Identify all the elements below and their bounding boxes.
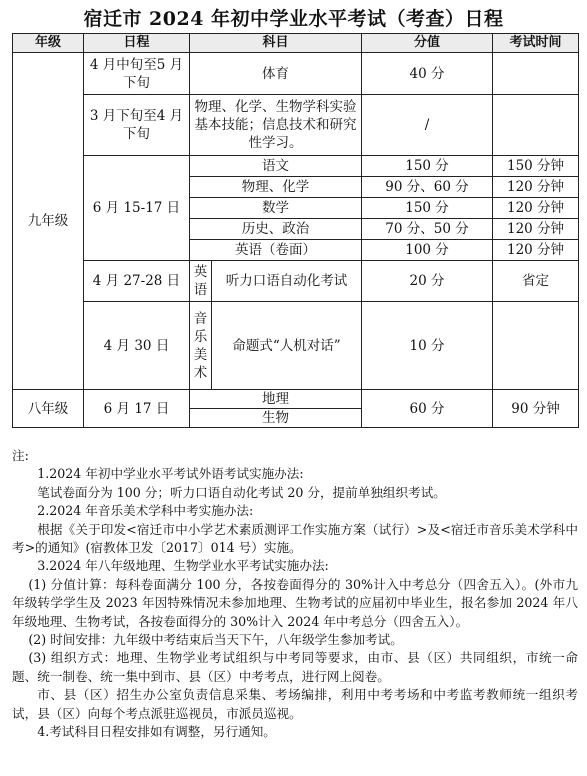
pe-subject-cell: 体育 [190,53,362,95]
table-header-row [13,34,579,53]
written-score-cell: 90 分、60 分 [362,177,493,198]
pe-date-cell: 4 月中旬至5 月下旬 [84,53,190,95]
note-2-title: 2.2024 年音乐美术学科中考实施办法: [37,503,254,519]
g8-score-cell: 60 分 [362,390,493,428]
art-subject-cell: 命题式“人机对话” [212,302,362,390]
written-subject-cell: 数学 [190,198,362,219]
oral-category-cell: 英 语 [190,261,212,302]
written-score-cell: 70 分、50 分 [362,219,493,240]
written-score-cell: 150 分 [362,198,493,219]
written-time-cell: 120 分钟 [493,198,579,219]
g8-subject-biology: 生物 [190,409,362,428]
written-score-cell: 100 分 [362,240,493,261]
table-row [13,156,579,177]
written-subject-cell: 语文 [190,156,362,177]
note-3-title: 3.2024 年八年级地理、生物学业水平考试实施办法: [37,558,329,574]
header-subject: 科目 [190,34,362,53]
oral-score-cell: 20 分 [362,261,493,302]
written-time-cell: 120 分钟 [493,240,579,261]
lab-date-cell: 3 月下旬至4 月下旬 [84,95,190,156]
oral-subject-cell: 听力口语自动化考试 [212,261,362,302]
header-date: 日程 [84,34,190,53]
table-row [13,390,579,409]
art-category-cell: 音 乐 美 术 [190,302,212,390]
pe-time-cell [493,53,579,95]
table-row [13,95,579,156]
note-2-body: 根据《关于印发<宿迁市中小学艺术素质测评工作实施方案（试行）>及<宿迁市音乐美术学科中考>的通知》(宿教体卫发〔2017〕014 号）实施。 [12,521,578,556]
oral-date-cell: 4 月 27-28 日 [84,261,190,302]
art-date-cell: 4 月 30 日 [84,302,190,390]
page-title: 宿迁市 2024 年初中学业水平考试（考查）日程 [83,8,504,30]
note-1-title: 1.2024 年初中学业水平考试外语考试实施办法: [37,466,304,482]
grade-nine-cell: 九年级 [13,53,84,390]
written-time-cell: 120 分钟 [493,177,579,198]
notes-label: 注: [12,448,29,463]
note-3-item-3: (3) 组织方式：地理、生物学业考试组织与中考同等要求，由市、县（区）共同组织，市统一命题、统一制卷、统一集中到市、县（区）中考考点，进行网上阅卷。 [12,650,578,684]
oral-time-cell: 省定 [493,261,579,302]
table-row [13,261,579,302]
g8-time-cell: 90 分钟 [493,390,579,428]
written-score-cell: 150 分 [362,156,493,177]
lab-score-cell: / [362,95,493,156]
note-3-item-2: (2) 时间安排：九年级中考结束后当天下午，八年级学生参加考试。 [28,632,403,648]
table-row [13,53,579,95]
table-row [13,302,579,390]
written-subject-cell: 物理、化学 [190,177,362,198]
art-time-cell [493,302,579,390]
written-time-cell: 150 分钟 [493,156,579,177]
note-3-item-4: 市、县（区）招生办公室负责信息采集、考场编排，利用中考考场和中考监考教师统一组织考试，县（区）向每个考点派驻巡视员，市派员巡视。 [12,687,578,721]
written-subject-cell: 英语（卷面） [190,240,362,261]
pe-score-cell: 40 分 [362,53,493,95]
art-score-cell: 10 分 [362,302,493,390]
written-date-cell: 6 月 15-17 日 [84,156,190,261]
note-3-item-1: (1) 分值计算：每科卷面满分 100 分，各按卷面得分的 30%计入中考总分（四舍五入）。(外市九年级转学学生及 2023 年因特殊情况未参加地理、生物考试的应届初中毕业生，报名参加 2024 年八年级地理、生物考试，各按卷面得分的 30%计入 2024 年中考总分（四舍五入）。 [12,576,578,629]
written-time-cell: 120 分钟 [493,219,579,240]
g8-date-cell: 6 月 17 日 [84,390,190,428]
header-score: 分值 [362,34,493,53]
header-grade: 年级 [13,34,84,53]
schedule-table [12,33,579,428]
written-subject-cell: 历史、政治 [190,219,362,240]
notes-section [12,447,578,742]
note-4: 4.考试科目日程安排如有调整，另行通知。 [37,724,276,740]
g8-subject-geography: 地理 [190,390,362,409]
lab-time-cell [493,95,579,156]
lab-subject-cell: 物理、化学、生物学科实验基本技能；信息技术和研究性学习。 [190,95,362,156]
note-1-body: 笔试卷面分为 100 分；听力口语自动化考试 20 分，提前单独组织考试。 [37,484,446,500]
header-time: 考试时间 [493,34,579,53]
grade-eight-cell: 八年级 [13,390,84,428]
